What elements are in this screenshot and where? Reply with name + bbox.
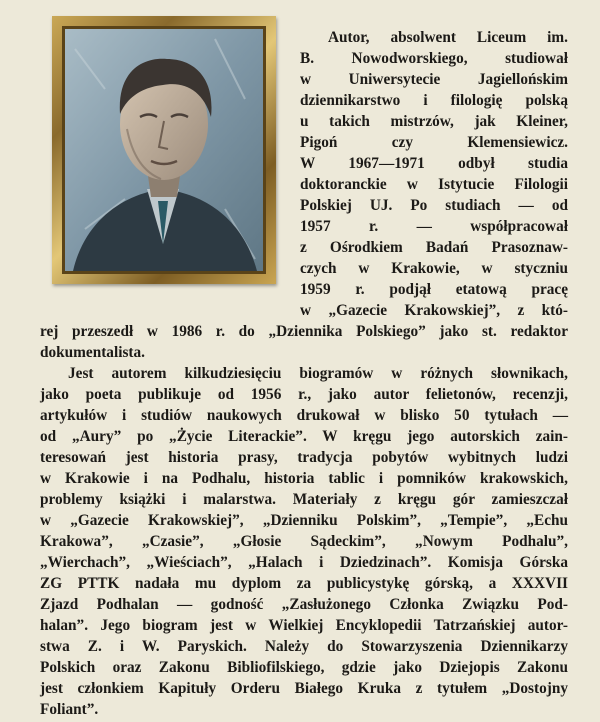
text-line: Jest autorem kilkudziesięciu biogramów w różnych słownikach, <box>68 365 568 382</box>
text-line: jako poeta publikuje od 1956 r., jako autor felietonów, recenzji, <box>40 386 568 403</box>
text-line: „Wierchach”, „Wieściach”, „Halach i Dziedzinach”. Komisja Górska <box>40 554 568 571</box>
text-line: artykułów i studiów naukowych drukował w blisko 50 tytułach — <box>40 407 568 424</box>
text-line: teresowań jest historia prasy, tradycja pobytów wybitnych ludzi <box>40 449 568 466</box>
text-line: stwa Z. i W. Paryskich. Należy do Stowarzyszenia Dziennikarzy <box>40 638 568 655</box>
text-line: rej przeszedł w 1986 r. do „Dziennika Polskiego” jako st. redaktor <box>40 323 568 340</box>
text-line: W 1967—1971 odbył studia <box>300 155 568 172</box>
text-line: problemy książki i malarstwa. Materiały z kręgu gór zamieszczał <box>40 491 568 508</box>
text-line: w Krakowie i na Podhalu, historia tablic i pomników krakowskich, <box>40 470 568 487</box>
portrait-image <box>65 29 263 271</box>
text-line: Foliant”. <box>40 701 99 718</box>
text-line: ZG PTTK nadała mu dyplom za publicystykę górską, a XXXVII <box>40 575 568 592</box>
text-line: w „Gazecie Krakowskiej”, z któ- <box>300 302 568 319</box>
portrait-painting <box>62 26 266 274</box>
text-line: dokumentalista. <box>40 344 145 361</box>
text-line: od „Aury” po „Życie Literackie”. W kręgu jego autorskich zain- <box>40 428 568 445</box>
text-line: 1959 r. podjął etatową pracę <box>300 281 568 298</box>
text-line: czych w Krakowie, w styczniu <box>300 260 568 277</box>
text-line: Autor, absolwent Liceum im. <box>328 29 568 46</box>
text-line: 1957 r. — współpracował <box>300 218 568 235</box>
text-line: doktoranckie w Istytucie Filologii <box>300 176 568 193</box>
text-line: halan”. Jego biogram jest w Wielkiej Encyklopedii Tatrzańskiej autor- <box>40 617 568 634</box>
text-line: dziennikarstwo i filologię polską <box>300 92 568 109</box>
text-line: z Ośrodkiem Badań Prasoznaw- <box>300 239 568 256</box>
text-line: B. Nowodworskiego, studiował <box>300 50 568 67</box>
text-line: Polskiej UJ. Po studiach — od <box>300 197 568 214</box>
text-line: Krakowa”, „Czasie”, „Głosie Sądeckim”, „Nowym Podhalu”, <box>40 533 568 550</box>
text-line: w Uniwersytecie Jagiellońskim <box>300 71 568 88</box>
text-line: Pigoń czy Klemensiewicz. <box>300 134 568 151</box>
text-line: w „Gazecie Krakowskiej”, „Dzienniku Polskim”, „Tempie”, „Echu <box>40 512 568 529</box>
portrait-frame <box>52 16 276 284</box>
text-line: jest członkiem Kapituły Orderu Białego Kruka z tytułem „Dostojny <box>40 680 568 697</box>
text-line: Polskich oraz Zakonu Bibliofilskiego, gdzie jako Dziejopis Zakonu <box>40 659 568 676</box>
text-line: u takich mistrzów, jak Kleiner, <box>300 113 568 130</box>
text-line: Zjazd Podhalan — godność „Zasłużonego Członka Związku Pod- <box>40 596 568 613</box>
